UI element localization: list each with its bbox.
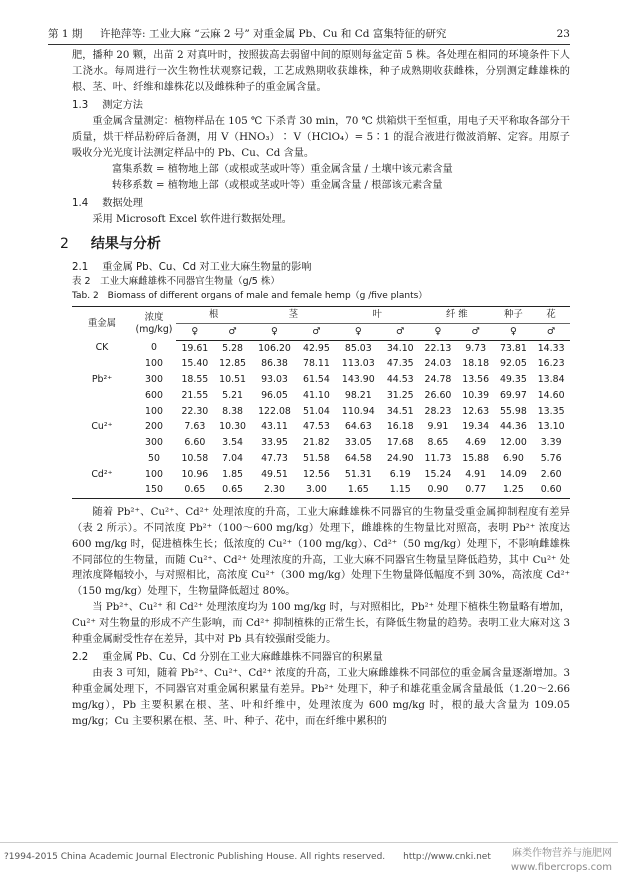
male-symbol: ♂ bbox=[532, 323, 570, 340]
biomass-value-cell: 18.18 bbox=[462, 358, 490, 370]
male-symbol: ♂ bbox=[214, 323, 252, 340]
biomass-value-cell: 8.38 bbox=[222, 405, 244, 417]
biomass-value-cell: 64.58 bbox=[344, 452, 372, 464]
biomass-value-cell: 0.60 bbox=[532, 482, 570, 498]
biomass-value-cell: 98.21 bbox=[344, 389, 372, 401]
biomass-table-body bbox=[72, 340, 570, 499]
metal-cell: Cu²⁺ bbox=[91, 421, 113, 433]
biomass-value-cell: 13.56 bbox=[462, 374, 490, 386]
biomass-value-cell: 49.35 bbox=[499, 374, 527, 386]
table-row bbox=[72, 388, 570, 404]
biomass-value-cell: 15.88 bbox=[462, 452, 490, 464]
biomass-discussion-paragraph-2: 当 Pb²⁺、Cu²⁺ 和 Cd²⁺ 处理浓度均为 100 mg/kg 时，与对照相比，Pb²⁺ 处理下植株生物量略有增加，Cu²⁺ 对生物量的形成不产生影响，而 Cd²⁺ 抑制植株的正常生长，有降低生物量的趋势。表明工业大麻对这 3 种重金属耐受性存在差异，其中对 Pb 具有较强耐受能力。 bbox=[72, 601, 570, 645]
concentration-cell: 200 bbox=[145, 421, 163, 433]
subsection-number: 1.4 bbox=[72, 198, 89, 210]
concentration-cell: 100 bbox=[145, 358, 163, 370]
running-header bbox=[48, 20, 570, 45]
biomass-value-cell: 24.03 bbox=[424, 358, 452, 370]
biomass-value-cell: 6.19 bbox=[389, 468, 411, 480]
biomass-value-cell: 6.90 bbox=[502, 452, 524, 464]
biomass-value-cell: 5.28 bbox=[222, 342, 244, 354]
biomass-value-cell: 47.73 bbox=[261, 452, 288, 464]
concentration-cell: 300 bbox=[145, 374, 163, 386]
table-row bbox=[72, 419, 570, 435]
biomass-value-cell: 26.60 bbox=[424, 389, 452, 401]
biomass-value-cell: 47.53 bbox=[302, 421, 330, 433]
biomass-value-cell: 106.20 bbox=[258, 342, 291, 354]
biomass-value-cell: 8.65 bbox=[427, 437, 449, 449]
enrichment-formula: 富集系数 = 植物地上部（或根或茎或叶等）重金属含量 / 土壤中该元素含量 bbox=[112, 163, 453, 175]
biomass-value-cell: 69.97 bbox=[499, 389, 527, 401]
biomass-value-cell: 24.90 bbox=[386, 452, 414, 464]
biomass-value-cell: 15.24 bbox=[424, 468, 452, 480]
biomass-value-cell: 122.08 bbox=[258, 405, 291, 417]
biomass-value-cell: 42.95 bbox=[302, 342, 330, 354]
biomass-value-cell: 110.94 bbox=[341, 405, 375, 417]
biomass-value-cell: 17.68 bbox=[386, 437, 414, 449]
table-caption-en: Tab. 2 Biomass of different organs of male and female hemp（g /five plants） bbox=[72, 291, 428, 302]
metal-cell bbox=[72, 451, 132, 467]
biomass-value-cell: 10.58 bbox=[181, 452, 209, 464]
biomass-value-cell: 96.05 bbox=[261, 389, 288, 401]
biomass-value-cell: 2.30 bbox=[251, 482, 297, 498]
biomass-value-cell: 44.36 bbox=[499, 421, 527, 433]
biomass-value-cell: 9.91 bbox=[427, 421, 449, 433]
biomass-value-cell: 12.00 bbox=[499, 437, 527, 449]
metal-cell bbox=[72, 356, 132, 372]
metal-cell: CK bbox=[95, 342, 109, 354]
male-symbol: ♂ bbox=[457, 323, 495, 340]
page-footer bbox=[0, 842, 618, 876]
biomass-value-cell: 14.33 bbox=[537, 342, 565, 354]
biomass-value-cell: 3.54 bbox=[222, 437, 244, 449]
table-row bbox=[72, 372, 570, 388]
biomass-value-cell: 0.65 bbox=[176, 482, 214, 498]
biomass-value-cell: 47.35 bbox=[386, 358, 414, 370]
biomass-value-cell: 7.63 bbox=[184, 421, 206, 433]
biomass-value-cell: 24.78 bbox=[424, 374, 452, 386]
biomass-value-cell: 86.38 bbox=[261, 358, 288, 370]
biomass-value-cell: 31.25 bbox=[386, 389, 414, 401]
biomass-value-cell: 22.30 bbox=[181, 405, 209, 417]
biomass-value-cell: 10.39 bbox=[462, 389, 490, 401]
biomass-value-cell: 5.21 bbox=[222, 389, 244, 401]
metal-cell bbox=[72, 435, 132, 451]
measurement-paragraph: 重金属含量测定：植物样品在 105 ℃ 下杀青 30 min，70 ℃ 烘箱烘干至恒重，用电子天平称取各部分干质量，烘干样品粉碎后备测，用 V（HNO₃）∶ V（HClO₄）= 5∶1 的混合液进行微波消解、定容。用原子吸收分光光度计法测定样品中的 Pb、Cu、Cd 含量。 bbox=[72, 116, 570, 159]
biomass-value-cell: 19.34 bbox=[462, 421, 490, 433]
biomass-value-cell: 1.15 bbox=[381, 482, 419, 498]
biomass-value-cell: 113.03 bbox=[341, 358, 375, 370]
biomass-value-cell: 33.95 bbox=[261, 437, 288, 449]
female-symbol: ♀ bbox=[335, 323, 381, 340]
biomass-value-cell: 9.73 bbox=[465, 342, 487, 354]
biomass-value-cell: 22.13 bbox=[424, 342, 452, 354]
col-header-root: 根 bbox=[176, 307, 251, 324]
biomass-value-cell: 51.58 bbox=[302, 452, 330, 464]
biomass-value-cell: 4.91 bbox=[465, 468, 487, 480]
col-header-seed: 种子 bbox=[495, 307, 533, 324]
biomass-value-cell: 44.53 bbox=[386, 374, 414, 386]
subsection-title: 重金属 Pb、Cu、Cd 对工业大麻生物量的影响 bbox=[102, 261, 312, 273]
biomass-value-cell: 21.55 bbox=[181, 389, 209, 401]
biomass-value-cell: 19.61 bbox=[181, 342, 209, 354]
table-row bbox=[72, 451, 570, 467]
page-number: 23 bbox=[556, 27, 570, 40]
biomass-value-cell: 3.00 bbox=[298, 482, 336, 498]
col-header-flower: 花 bbox=[532, 307, 570, 324]
running-title: 许艳萍等: 工业大麻 “云麻 2 号” 对重金属 Pb、Cu 和 Cd 富集特征的研究 bbox=[100, 27, 447, 40]
female-symbol: ♀ bbox=[495, 323, 533, 340]
biomass-value-cell: 41.10 bbox=[302, 389, 330, 401]
biomass-value-cell: 16.23 bbox=[537, 358, 565, 370]
issue-label: 第 1 期 bbox=[48, 27, 83, 40]
biomass-value-cell: 43.11 bbox=[261, 421, 288, 433]
table-row bbox=[72, 356, 570, 372]
female-symbol: ♀ bbox=[176, 323, 214, 340]
biomass-value-cell: 143.90 bbox=[341, 374, 375, 386]
biomass-value-cell: 12.56 bbox=[302, 468, 330, 480]
col-header-concentration: 浓度 (mg/kg) bbox=[132, 307, 176, 341]
biomass-value-cell: 4.69 bbox=[465, 437, 487, 449]
biomass-value-cell: 78.11 bbox=[302, 358, 330, 370]
metal-cell bbox=[72, 388, 132, 404]
biomass-value-cell: 28.23 bbox=[424, 405, 452, 417]
biomass-value-cell: 15.40 bbox=[181, 358, 209, 370]
biomass-value-cell: 64.63 bbox=[344, 421, 372, 433]
copyright-notice: ?1994-2015 China Academic Journal Electronic Publishing House. All rights reserved. http://www.cnki.net bbox=[4, 852, 491, 862]
biomass-value-cell: 34.51 bbox=[386, 405, 414, 417]
subsection-number: 1.3 bbox=[72, 100, 89, 112]
female-symbol: ♀ bbox=[419, 323, 457, 340]
table-row bbox=[72, 435, 570, 451]
biomass-value-cell: 93.03 bbox=[261, 374, 288, 386]
biomass-value-cell: 13.10 bbox=[537, 421, 565, 433]
watermark-site-name: 麻类作物营养与施肥网 bbox=[512, 848, 612, 859]
data-processing-paragraph: 采用 Microsoft Excel 软件进行数据处理。 bbox=[92, 214, 292, 226]
biomass-discussion-paragraph-1: 随着 Pb²⁺、Cu²⁺、Cd²⁺ 处理浓度的升高，工业大麻雌雄株不同器官的生物量受重金属抑制程度有差异（表 2 所示）。不同浓度 Pb²⁺（100～600 mg/kg）处理下，雌雄株的生物量比对照高，表明 Pb²⁺ 浓度达 600 mg/kg 时，促进植株生长；低浓度的 Cu²⁺（100 mg/kg）、Cd²⁺（50 mg/kg）处理下，不影响雌雄株不同部位的生物量，而随 Cu²⁺、Cd²⁺ 处理浓度的升高，工业大麻不同器官生物量呈降低趋势，其中 Cu²⁺ 处理浓度降幅较小，与对照相比，高浓度 Cu²⁺（300 mg/kg）处理下生物量降低幅度不到 30%，高浓度 Cd²⁺（150 mg/kg）处理下，生物量降低超过 80%。 bbox=[72, 507, 570, 598]
biomass-value-cell: 0.77 bbox=[457, 482, 495, 498]
concentration-cell: 150 bbox=[132, 482, 176, 498]
biomass-value-cell: 13.35 bbox=[537, 405, 565, 417]
biomass-value-cell: 14.09 bbox=[499, 468, 527, 480]
col-header-metal: 重金属 bbox=[72, 307, 132, 341]
metal-cell bbox=[72, 404, 132, 420]
biomass-value-cell: 18.55 bbox=[181, 374, 209, 386]
subsection-1-3-heading bbox=[72, 98, 570, 114]
table-row bbox=[72, 467, 570, 483]
subsection-number: 2.1 bbox=[72, 261, 89, 273]
table-row bbox=[72, 482, 570, 498]
biomass-value-cell: 11.73 bbox=[424, 452, 452, 464]
metal-cell bbox=[72, 482, 132, 498]
biomass-table bbox=[72, 306, 570, 499]
col-header-fiber: 纤 维 bbox=[419, 307, 494, 324]
biomass-value-cell: 51.31 bbox=[344, 468, 372, 480]
biomass-value-cell: 7.04 bbox=[222, 452, 244, 464]
concentration-cell: 100 bbox=[145, 468, 163, 480]
section-number: 2 bbox=[60, 235, 69, 252]
concentration-cell: 100 bbox=[145, 405, 163, 417]
metal-cell: Pb²⁺ bbox=[91, 374, 113, 386]
section-2-heading bbox=[60, 234, 570, 256]
biomass-value-cell: 0.90 bbox=[419, 482, 457, 498]
biomass-value-cell: 34.10 bbox=[386, 342, 414, 354]
biomass-value-cell: 13.84 bbox=[537, 374, 565, 386]
biomass-value-cell: 12.85 bbox=[219, 358, 246, 370]
biomass-value-cell: 73.81 bbox=[499, 342, 527, 354]
subsection-2-2-heading bbox=[72, 650, 570, 666]
watermark bbox=[511, 847, 612, 875]
methods-intro-paragraph: 肥，播种 20 颗，出苗 2 对真叶时，按照拔高去弱留中间的原则每盆定苗 5 株。各处理在相同的环境条件下人工浇水。每周进行一次生物性状观察记载，工艺成熟期收获雄株，种子成熟期收获雌株，分别测定雌雄株的根、茎、叶、纤维和雄株花以及雌株种子的重金属含量。 bbox=[72, 50, 570, 93]
concentration-cell: 0 bbox=[151, 342, 157, 354]
biomass-value-cell: 33.05 bbox=[344, 437, 372, 449]
biomass-value-cell: 1.65 bbox=[335, 482, 381, 498]
biomass-value-cell: 12.63 bbox=[462, 405, 490, 417]
biomass-value-cell: 6.60 bbox=[184, 437, 206, 449]
male-symbol: ♂ bbox=[298, 323, 336, 340]
biomass-value-cell: 3.39 bbox=[540, 437, 562, 449]
metal-cell: Cd²⁺ bbox=[91, 468, 113, 480]
biomass-value-cell: 10.51 bbox=[219, 374, 246, 386]
col-header-stem: 茎 bbox=[251, 307, 335, 324]
biomass-value-cell: 55.98 bbox=[499, 405, 527, 417]
biomass-value-cell: 21.82 bbox=[302, 437, 330, 449]
concentration-cell: 300 bbox=[145, 437, 163, 449]
subsection-1-4-heading bbox=[72, 196, 570, 212]
female-symbol: ♀ bbox=[251, 323, 297, 340]
subsection-2-1-heading bbox=[72, 260, 570, 276]
biomass-value-cell: 14.60 bbox=[537, 389, 565, 401]
biomass-value-cell: 92.05 bbox=[499, 358, 527, 370]
biomass-value-cell: 10.96 bbox=[181, 468, 209, 480]
biomass-value-cell: 85.03 bbox=[344, 342, 372, 354]
biomass-value-cell: 5.76 bbox=[540, 452, 562, 464]
transfer-formula: 转移系数 = 植物地上部（或根或茎或叶等）重金属含量 / 根部该元素含量 bbox=[112, 179, 443, 191]
biomass-value-cell: 2.60 bbox=[540, 468, 562, 480]
accumulation-paragraph: 由表 3 可知，随着 Pb²⁺、Cu²⁺、Cd²⁺ 浓度的升高，工业大麻雌雄株不同部位的重金属含量逐渐增加。3 种重金属处理下，不同器官对重金属积累量有差异。Pb²⁺ 处理下，种子和雄花重金属含量最低（1.20～2.66 mg/kg），Pb 主要积累在根、茎、叶和纤维中，处理浓度为 600 mg/kg 时，根的最大含量为 109.05 mg/kg；Cu 主要积累在根、茎、叶、种子、花中，而在纤维中累积的 bbox=[72, 668, 570, 727]
male-symbol: ♂ bbox=[381, 323, 419, 340]
subsection-number: 2.2 bbox=[72, 652, 89, 664]
watermark-url: www.fibercrops.com bbox=[510, 862, 612, 873]
concentration-cell: 600 bbox=[145, 389, 163, 401]
biomass-value-cell: 1.85 bbox=[222, 468, 244, 480]
biomass-value-cell: 0.65 bbox=[214, 482, 252, 498]
table-row bbox=[72, 404, 570, 420]
subsection-title: 测定方法 bbox=[102, 100, 143, 112]
concentration-cell: 50 bbox=[148, 452, 160, 464]
subsection-title: 数据处理 bbox=[102, 198, 143, 210]
biomass-value-cell: 49.51 bbox=[261, 468, 288, 480]
table-row bbox=[72, 340, 570, 356]
biomass-value-cell: 61.54 bbox=[302, 374, 330, 386]
col-header-leaf: 叶 bbox=[335, 307, 419, 324]
biomass-value-cell: 10.30 bbox=[219, 421, 246, 433]
biomass-value-cell: 51.04 bbox=[302, 405, 330, 417]
subsection-title: 重金属 Pb、Cu、Cd 分别在工业大麻雌雄株不同器官的积累量 bbox=[102, 652, 383, 664]
biomass-value-cell: 16.18 bbox=[386, 421, 414, 433]
table-caption-cn: 表 2 工业大麻雌雄株不同器官生物量（g/5 株） bbox=[72, 276, 280, 288]
section-title: 结果与分析 bbox=[90, 235, 161, 252]
biomass-value-cell: 1.25 bbox=[495, 482, 533, 498]
article-body bbox=[60, 48, 570, 729]
